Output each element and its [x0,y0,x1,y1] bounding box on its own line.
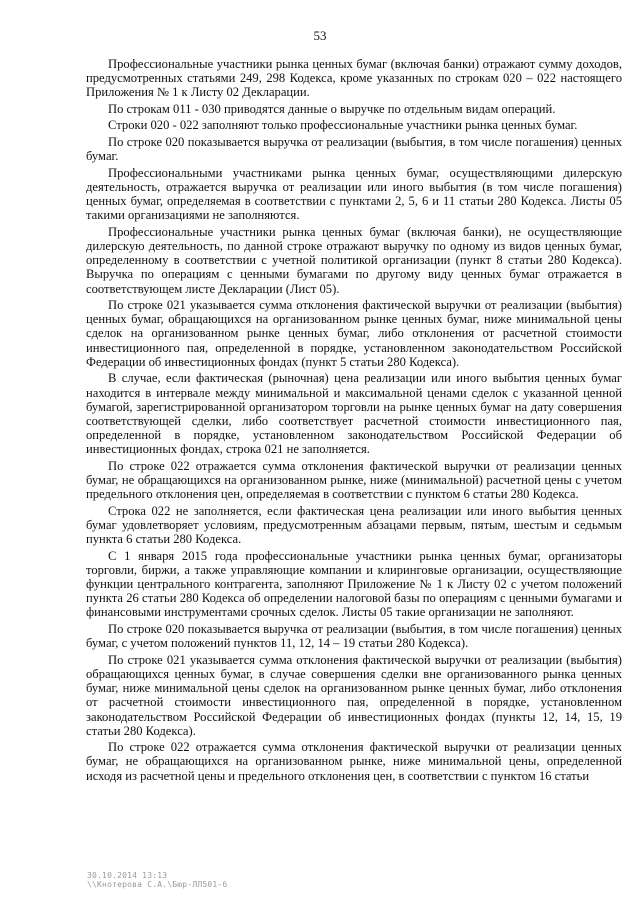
paragraph: По строке 021 указывается сумма отклонения фактической выручки от реализации (выбытия) ценных бумаг, обращающихся на организованном рынке ценных бумаг, ниже минимальной цены сделок на организованном рынке ценных бумаг, либо отклонения от расчетной стоимости инвестиционного пая, определенной в порядке, установленном законодательством Российской Федерации об инвестиционных фондах (пункт 5 статьи 280 Кодекса). [86,298,622,369]
file-stamp-footer [87,871,227,889]
page-number: 53 [313,28,327,43]
paragraph: По строке 020 показывается выручка от реализации (выбытия, в том числе погашения) ценных бумаг, с учетом положений пунктов 11, 12, 14 – 19 статьи 280 Кодекса). [86,621,622,651]
paragraph: По строкам 011 - 030 приводятся данные о выручке по отдельным видам операций. [108,101,556,116]
paragraph: Строки 020 - 022 заполняют только профессиональные участники рынка ценных бумаг. [108,118,578,133]
paragraph: С 1 января 2015 года профессиональные участники рынка ценных бумаг, организаторы торговли, биржи, а также управляющие компании и клиринговые организации, осуществляющие функции центрального контрагента, заполняют Приложение № 1 к Листу 02 с учетом положений пункта 26 статьи 280 Кодекса об определении налоговой базы по операциям с ценными бумагами и финансовыми инструментами срочных сделок. Листы 05 такие организации не заполняют. [86,548,622,620]
paragraph: По строке 022 отражается сумма отклонения фактической выручки от реализации ценных бумаг, не обращающихся на организованном рынке, ниже минимальной цены, определенной исходя из расчетной цены и предельного отклонения цен, в соответствии с пунктом 16 статьи [86,740,622,783]
paragraph: Профессиональными участниками рынка ценных бумаг, осуществляющими дилерскую деятельность, отражается выручка от реализации или иного выбытия (в том числе погашения) ценных бумаг, определяемая в соответствии с пунктами 2, 5, 6 и 11 статьи 280 Кодекса. Листы 05 такими организациями не заполняются. [86,165,622,223]
footer-timestamp: 30.10.2014 13:13 [87,871,168,880]
paragraph: В случае, если фактическая (рыночная) цена реализации или иного выбытия ценных бумаг находится в интервале между минимальной и максимальной ценами сделок с указанной ценной бумагой, зарегистрированной организатором торговли на рынке ценных бумаг на дату совершения соответствующей сделки, либо соответствует расчетной стоимости инвестиционного пая, определенной в порядке, установленном законодательством Российской Федерации об инвестиционных фондах, строка 021 не заполняется. [86,371,622,457]
paragraph: Профессиональные участники рынка ценных бумаг (включая банки) отражают сумму доходов, предусмотренных статьями 249, 298 Кодекса, кроме указанных по строкам 020 – 022 настоящего Приложения № 1 к Листу 02 Декларации. [86,57,622,100]
paragraph: Строка 022 не заполняется, если фактическая цена реализации или иного выбытия ценных бумаг удовлетворяет условиям, предусмотренным абзацами первым, пятым, шестым и седьмым пункта 6 статьи 280 Кодекса. [86,503,622,547]
document-body [86,57,622,785]
paragraph: Профессиональные участники рынка ценных бумаг (включая банки), не осуществляющие дилерскую деятельность, по данной строке отражают выручку по одному из видов ценных бумаг, определенному в соответствии с учетной политикой организации (пункт 8 статьи 280 Кодекса). Выручка по операциям с ценными бумагами по другому виду ценных бумаг отражается в соответствующем листе Декларации (Лист 05). [86,224,622,296]
paragraph: По строке 022 отражается сумма отклонения фактической выручки от реализации ценных бумаг, не обращающихся на организованном рынке, ниже (минимальной) расчетной цены с учетом предельного отклонения цен, определяемая в соответствии с пунктом 6 статьи 280 Кодекса. [86,458,622,502]
footer-file-path: \\Кнотерова С.А.\Бюр-ЛЛ501-6 [87,880,228,889]
paragraph: По строке 021 указывается сумма отклонения фактической выручки от реализации (выбытия) обращающихся ценных бумаг, в случае совершения сделки вне организованного рынка ценных бумаг, ниже минимальной цены сделок на организованном рынке ценных бумаг, либо отклонения от расчетной стоимости инвестиционного пая, определенной в порядке, установленном законодательством Российской Федерации об инвестиционных фондах (пункты 12, 14, 15, 19 статьи 280 Кодекса). [86,652,622,738]
paragraph: По строке 020 показывается выручка от реализации (выбытия, в том числе погашения) ценных бумаг. [86,134,622,164]
